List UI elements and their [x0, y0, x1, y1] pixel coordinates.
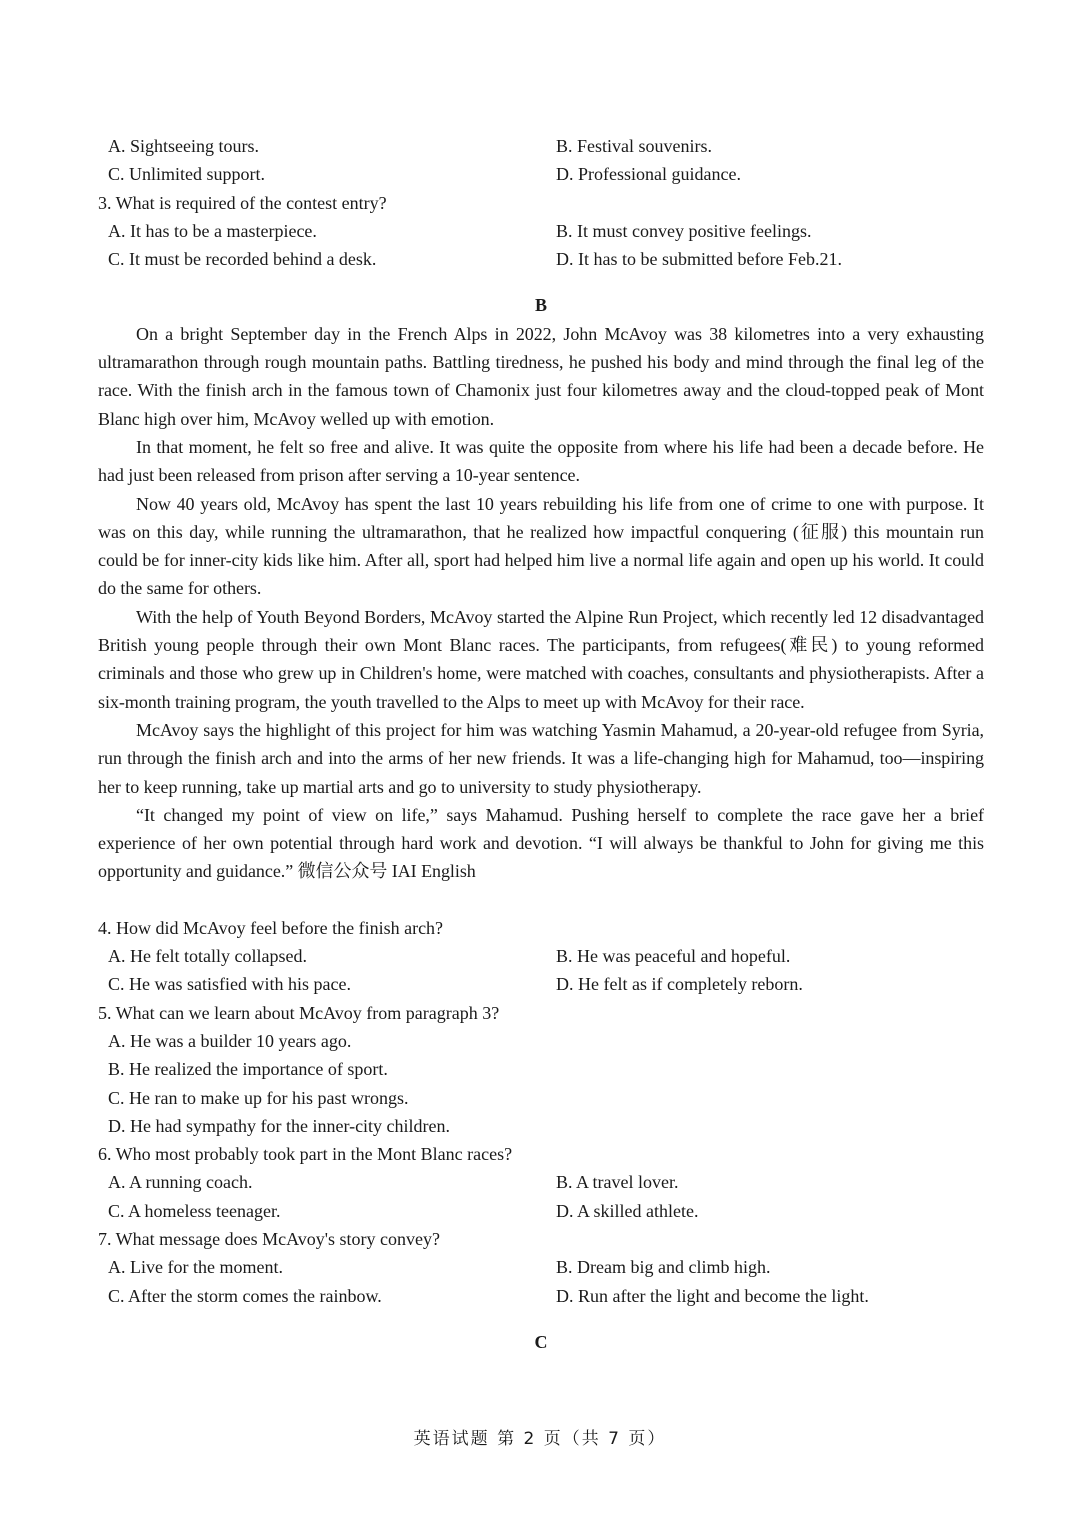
section-b-title: B: [534, 295, 547, 316]
section-b-paragraph-2: In that moment, he felt so free and alive. It was quite the opposite from where his life had been a decade before. He had just been released from prison after serving a 10-year sentence.: [98, 436, 984, 486]
q4-options-row-1: [98, 942, 984, 970]
q3-option-a: A. It has to be a masterpiece.: [108, 220, 317, 241]
q7-option-b: B. Dream big and climb high.: [556, 1257, 771, 1278]
q4-option-c: C. He was satisfied with his pace.: [108, 974, 351, 995]
q6-option-c: C. A homeless teenager.: [108, 1200, 281, 1221]
q2-option-d: D. Professional guidance.: [556, 164, 741, 185]
q5-option-c: C. He ran to make up for his past wrongs.: [108, 1087, 409, 1108]
q2-option-c: C. Unlimited support.: [108, 164, 265, 185]
q2-option-b: B. Festival souvenirs.: [556, 136, 712, 156]
q4-option-d: D. He felt as if completely reborn.: [556, 974, 803, 995]
q6-option-b: B. A travel lover.: [556, 1172, 679, 1193]
q3-option-c: C. It must be recorded behind a desk.: [108, 249, 377, 270]
q3-options-row-2: [98, 245, 984, 273]
page-footer: 英语试题 第 2 页（共 7 页）: [413, 1429, 667, 1449]
q2-option-a: A. Sightseeing tours.: [108, 136, 259, 156]
q7-option-d: D. Run after the light and become the light.: [556, 1285, 869, 1306]
q4-option-b: B. He was peaceful and hopeful.: [556, 946, 791, 967]
q2-options-row-1: [98, 132, 984, 160]
q5-option-b: B. He realized the importance of sport.: [108, 1059, 388, 1080]
section-c-title: C: [534, 1331, 548, 1352]
q3-option-b: B. It must convey positive feelings.: [556, 220, 812, 241]
section-b-paragraph-4: With the help of Youth Beyond Borders, McAvoy started the Alpine Run Project, which recently led 12 disadvantaged British young people through their own Mont Blanc races. The participants, from refugees(难民) to young reformed criminals and those who grew up in Children's home, were matched with coaches, consultants and physiotherapists. After a six-month training program, the youth travelled to the Alps to meet up with McAvoy for their race.: [98, 606, 984, 712]
q3-option-d: D. It has to be submitted before Feb.21.: [556, 249, 842, 270]
q6-option-a: A. A running coach.: [108, 1172, 253, 1193]
section-b-paragraph-3: Now 40 years old, McAvoy has spent the last 10 years rebuilding his life from one of crime to one with purpose. It was on this day, while running the ultramarathon, that he realized how impactful conquering (征服) this mountain run could be for inner-city kids like him. After all, sport had helped him live a normal life again and open up his world. It could do the same for others.: [98, 493, 984, 599]
q5-option-d: D. He had sympathy for the inner-city children.: [108, 1115, 451, 1136]
q6-question: 6. Who most probably took part in the Mont Blanc races?: [98, 1144, 513, 1165]
q3-question: 3. What is required of the contest entry?: [98, 192, 387, 213]
q5-option-a: A. He was a builder 10 years ago.: [108, 1030, 352, 1051]
q7-options-row-2: [98, 1282, 984, 1310]
q7-option-a: A. Live for the moment.: [108, 1257, 283, 1278]
q7-option-c: C. After the storm comes the rainbow.: [108, 1285, 382, 1306]
section-b-paragraph-1: On a bright September day in the French Alps in 2022, John McAvoy was 38 kilometres into a very exhausting ultramarathon through rough mountain paths. Battling tiredness, he pushed his body and mind through the final leg of the race. With the finish arch in the famous town of Chamonix just four kilometres away and the cloud-topped peak of Mont Blanc high over him, McAvoy welled up with emotion.: [98, 323, 984, 429]
q5-question: 5. What can we learn about McAvoy from paragraph 3?: [98, 1002, 500, 1023]
q6-options-row-2: [98, 1197, 984, 1225]
q7-question: 7. What message does McAvoy's story convey?: [98, 1228, 440, 1249]
q2-options-row-2: [98, 160, 984, 188]
q6-option-d: D. A skilled athlete.: [556, 1200, 699, 1221]
q7-options-row-1: [98, 1253, 984, 1281]
q6-options-row-1: [98, 1168, 984, 1196]
q3-options-row-1: [98, 217, 984, 245]
q4-options-row-2: [98, 970, 984, 998]
q4-question: 4. How did McAvoy feel before the finish arch?: [98, 917, 444, 938]
q4-option-a: A. He felt totally collapsed.: [108, 946, 307, 967]
section-b-paragraph-5: McAvoy says the highlight of this project for him was watching Yasmin Mahamud, a 20-year-old refugee from Syria, run through the finish arch and into the arms of her new friends. It was a life-changing high for Mahamud, too—inspiring her to keep running, take up martial arts and go to university to study physiotherapy.: [98, 719, 984, 797]
section-b-paragraph-6: “It changed my point of view on life,” says Mahamud. Pushing herself to complete the race gave her a brief experience of her own potential through hard work and devotion. “I will always be thankful to John for giving me this opportunity and guidance.” 微信公众号 IAI English: [98, 804, 984, 882]
exam-page: [98, 132, 984, 1356]
